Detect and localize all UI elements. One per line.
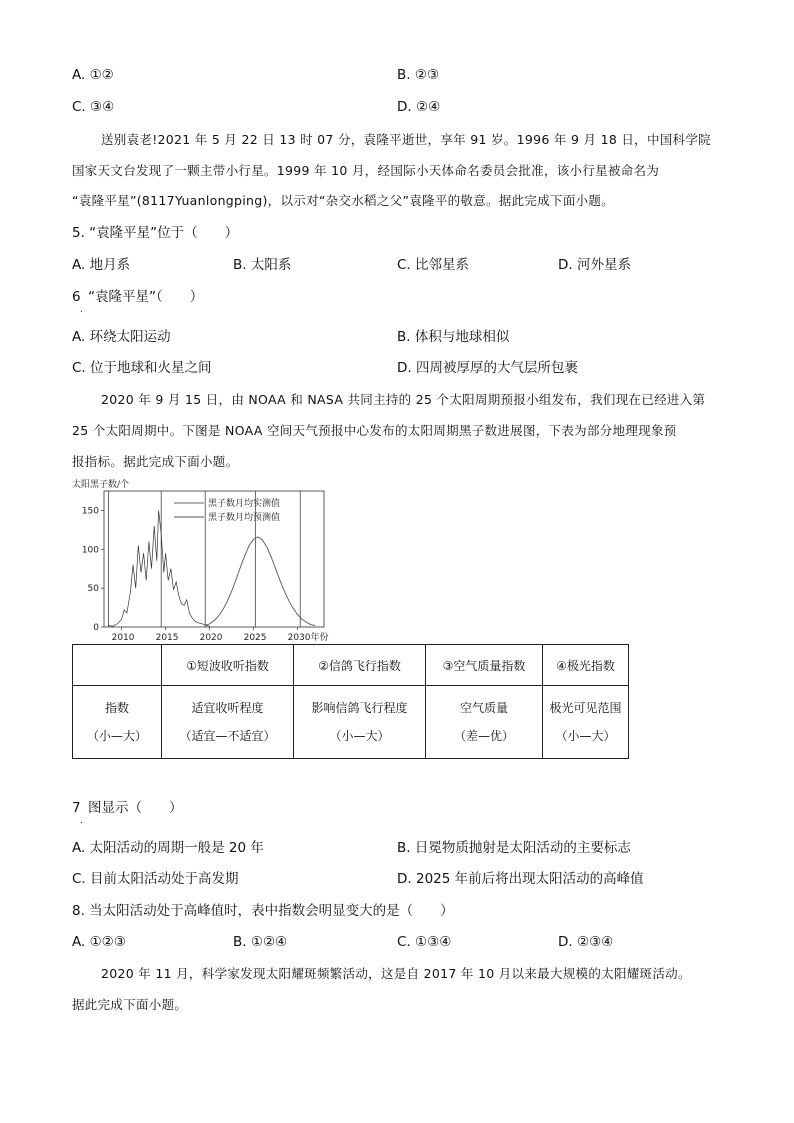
- series-observed-line: [108, 510, 209, 626]
- q8-option-a: A. ①②③: [72, 934, 126, 950]
- q8-option-c: C. ①③④: [397, 934, 452, 950]
- table-row: [73, 686, 629, 759]
- passage3-line1: 2020 年 11 月，科学家发现太阳耀斑频繁活动，这是自 2017 年 10 月以来最大规模的太阳耀斑活动。: [101, 966, 691, 981]
- q4-option-b: B. ②③: [397, 67, 440, 83]
- q5-option-a: A. 地月系: [72, 257, 131, 273]
- q5-stem: 5. “袁隆平星”位于（ ）: [72, 225, 239, 241]
- table-header-air: ③空气质量指数: [426, 645, 543, 686]
- table-header-row: [73, 645, 629, 686]
- q7-stem: 图显示（ ）: [88, 800, 183, 816]
- q6-number: 6: [72, 289, 81, 305]
- x-tick-label: 2010: [111, 633, 135, 643]
- table-header-pigeon: ②信鸽飞行指数: [294, 645, 426, 686]
- q6-option-d: D. 四周被厚厚的大气层所包裹: [397, 360, 578, 376]
- x-tick-label: 2030年份: [287, 633, 329, 643]
- passage2-line2: 25 个太阳周期中。下图是 NOAA 空间天气预报中心发布的太阳周期黑子数进展图，下表为部分地理现象预: [72, 423, 677, 438]
- q7-option-d: D. 2025 年前后将出现太阳活动的高峰值: [397, 871, 644, 887]
- q6-stem: “袁隆平星”（ ）: [88, 289, 204, 305]
- y-tick-label: 150: [81, 506, 99, 517]
- q6-option-a: A. 环绕太阳运动: [72, 329, 171, 345]
- table-header-blank: [73, 645, 162, 686]
- sunspot-chart: [70, 474, 340, 644]
- x-tick-label: 2020: [199, 633, 223, 643]
- series-predicted-line: [205, 537, 315, 626]
- q7-number: 7: [72, 800, 81, 816]
- y-tick-label: 100: [81, 545, 99, 556]
- q6-option-c: C. 位于地球和火星之间: [72, 360, 212, 376]
- q7-option-b: B. 日冕物质抛射是太阳活动的主要标志: [397, 840, 631, 856]
- q7-option-a: A. 太阳活动的周期一般是 20 年: [72, 840, 264, 856]
- q8-option-d: D. ②③④: [558, 934, 614, 950]
- q4-option-c: C. ③④: [72, 99, 115, 115]
- x-tick-label: 2015: [155, 633, 179, 643]
- q6-dot: .: [80, 305, 83, 315]
- q4-option-d: D. ②④: [397, 99, 441, 115]
- y-tick-label: 50: [87, 584, 99, 595]
- legend-predicted-label: 黑子数月均预测值: [208, 513, 281, 523]
- chart-legend: [174, 497, 280, 523]
- passage1-line2: 国家天文台发现了一颗主带小行星。1999 年 10 月，经国际小天体命名委员会批准，该小行星被命名为: [72, 163, 660, 178]
- passage2-line3: 报指标。据此完成下面小题。: [72, 454, 239, 469]
- q4-option-a: A. ①②: [72, 67, 114, 83]
- q8-option-b: B. ①②④: [233, 934, 288, 950]
- q5-option-d: D. 河外星系: [558, 257, 631, 273]
- chart-frame: [104, 491, 324, 627]
- q7-dot: .: [80, 816, 83, 826]
- legend-observed-label: 黑子数月均实测值: [208, 499, 281, 509]
- x-tick-label: 2025: [243, 633, 267, 643]
- table-cell-shortwave: 适宜收听程度 （适宜—不适宜）: [162, 686, 294, 759]
- forecast-index-table: [72, 644, 629, 759]
- table-cell-aurora: 极光可见范围 （小—大）: [543, 686, 629, 759]
- q8-stem: 8. 当太阳活动处于高峰值时，表中指数会明显变大的是（ ）: [72, 903, 454, 919]
- passage2-line1: 2020 年 9 月 15 日，由 NOAA 和 NASA 共同主持的 25 个太阳周期预报小组发布，我们现在已经进入第: [101, 392, 706, 407]
- passage1-line1: 送别袁老!2021 年 5 月 22 日 13 时 07 分，袁隆平逝世，享年 91 岁。1996 年 9 月 18 日，中国科学院: [101, 132, 711, 147]
- passage1-line3: “袁隆平星”(8117Yuanlongping)，以示对“杂交水稻之父”袁隆平的敬意。据此完成下面小题。: [72, 193, 615, 208]
- table-cell-index: 指数 （小—大）: [73, 686, 162, 759]
- q5-option-b: B. 太阳系: [233, 257, 292, 273]
- passage3-line2: 据此完成下面小题。: [72, 997, 188, 1012]
- q5-option-c: C. 比邻星系: [397, 257, 470, 273]
- table-cell-pigeon: 影响信鸽飞行程度 （小—大）: [294, 686, 426, 759]
- q6-option-b: B. 体积与地球相似: [397, 329, 510, 345]
- y-tick-label: 0: [93, 623, 99, 633]
- q7-option-c: C. 目前太阳活动处于高发期: [72, 871, 239, 887]
- table-header-shortwave: ①短波收听指数: [162, 645, 294, 686]
- chart-ylabel: 太阳黑子数/个: [72, 480, 130, 490]
- table-cell-air: 空气质量 （差—优）: [426, 686, 543, 759]
- table-header-aurora: ④极光指数: [543, 645, 629, 686]
